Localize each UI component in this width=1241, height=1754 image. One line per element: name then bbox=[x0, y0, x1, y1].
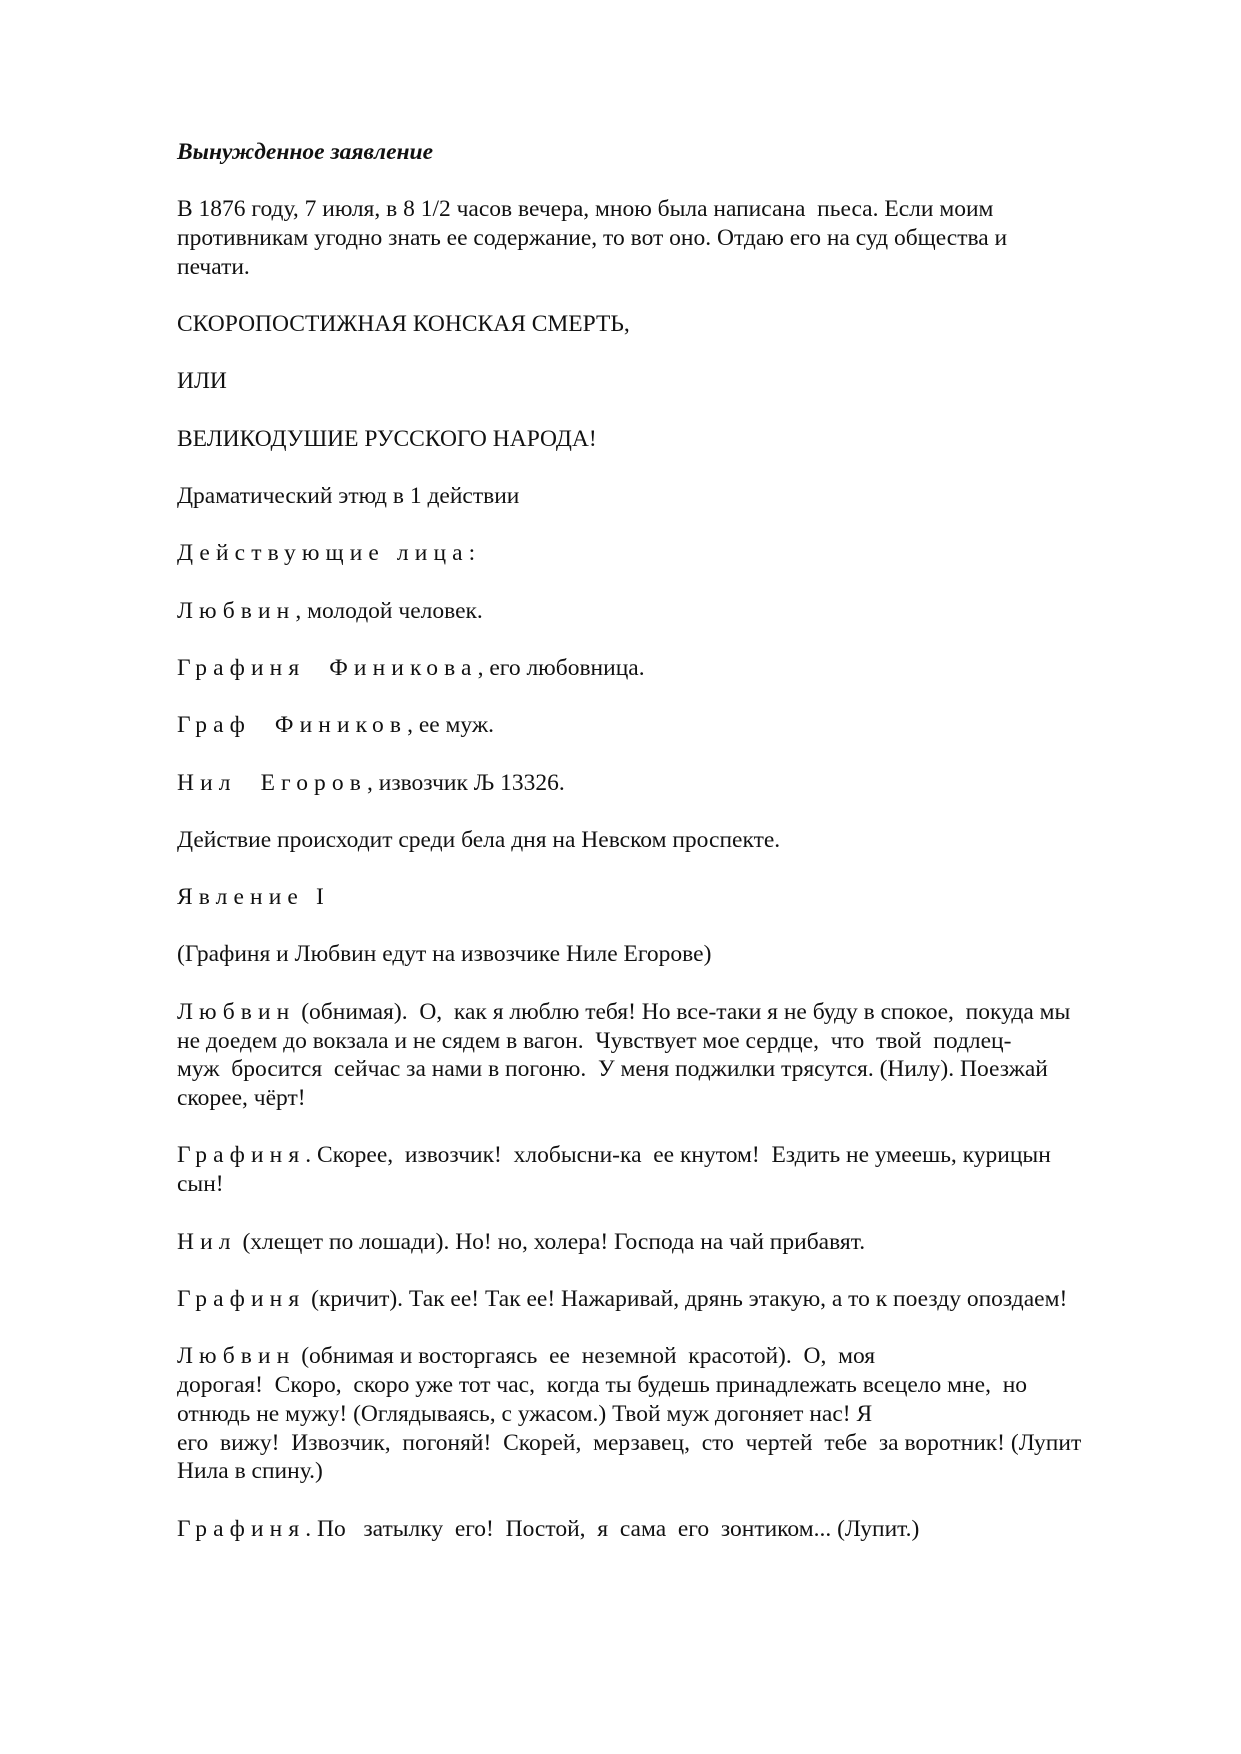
cast-desc: , молодой человек. bbox=[295, 597, 483, 624]
intro-line: В 1876 году, 7 июля, в 8 1/2 часов вечера, мною была написана пьеса. Если моим bbox=[177, 196, 994, 223]
speech-text: (обнимая). О, как я люблю тебя! Но все-таки я не буду в спокое, покуда мы bbox=[295, 998, 1071, 1025]
cast-name: Любвин bbox=[177, 597, 296, 624]
speech-text: (обнимая и восторгаясь ее неземной красотой). О, моя bbox=[295, 1343, 876, 1370]
intro-line: печати. bbox=[177, 253, 250, 280]
dialogue-line: муж бросится сейчас за нами в погоню. У меня поджилки трясутся. (Нилу). Поезжай bbox=[177, 1056, 1048, 1083]
setting-line: Действие происходит среди бела дня на Невском проспекте. bbox=[177, 826, 781, 853]
play-title-main: СКОРОПОСТИЖНАЯ КОНСКАЯ СМЕРТЬ, bbox=[177, 311, 630, 338]
scene-heading: Явление I bbox=[177, 884, 330, 911]
dialogue-line bbox=[177, 998, 1157, 1027]
speech-text: (хлещет по лошади). Но! но, холера! Господа на чай прибавят. bbox=[236, 1228, 866, 1255]
cast-name: Граф Фиников bbox=[177, 712, 408, 739]
dialogue-line bbox=[177, 1228, 1157, 1257]
play-title-or: ИЛИ bbox=[177, 368, 227, 395]
dialogue-line: скорее, чёрт! bbox=[177, 1085, 306, 1112]
speaker-name: Любвин bbox=[177, 1343, 296, 1370]
speech-text: . Скорее, извозчик! хлобысни-ка ее кнутом! Ездить не умеешь, курицын bbox=[305, 1142, 1051, 1169]
speaker-name: Графиня bbox=[177, 1515, 306, 1542]
dialogue-line bbox=[177, 1285, 1157, 1314]
play-genre: Драматический этюд в 1 действии bbox=[177, 483, 520, 510]
play-title-sub: ВЕЛИКОДУШИЕ РУССКОГО НАРОДА! bbox=[177, 425, 597, 452]
document-body bbox=[177, 138, 1157, 1543]
dialogue-line bbox=[177, 1141, 1157, 1170]
speaker-name: Графиня bbox=[177, 1142, 306, 1169]
speech-text: (кричит). Так ее! Так ее! Нажаривай, дрянь этакую, а то к поезду опоздаем! bbox=[305, 1285, 1068, 1312]
document-title: Вынужденное заявление bbox=[177, 139, 434, 165]
intro-line: противникам угодно знать ее содержание, то вот оно. Отдаю его на суд общества и bbox=[177, 225, 1008, 252]
speaker-name: Графиня bbox=[177, 1285, 306, 1312]
cast-desc: , его любовница. bbox=[477, 654, 645, 681]
cast-desc: , ее муж. bbox=[407, 712, 494, 739]
dialogue-line: дорогая! Скоро, скоро уже тот час, когда ты будешь принадлежать всецело мне, но bbox=[177, 1371, 1028, 1398]
speaker-name: Любвин bbox=[177, 998, 296, 1025]
dialogue-line bbox=[177, 1342, 1157, 1371]
cast-desc: , извозчик Љ 13326. bbox=[367, 769, 565, 796]
dialogue-line bbox=[177, 1515, 1157, 1544]
speaker-name: Нил bbox=[177, 1228, 237, 1255]
dialogue-line: его вижу! Извозчик, погоняй! Скорей, мерзавец, сто чертей тебе за воротник! (Лупит bbox=[177, 1429, 1082, 1456]
dialogue-line: сын! bbox=[177, 1171, 224, 1198]
dialogue-line: не доедем до вокзала и не сядем в вагон. Чувствует мое сердце, что твой подлец- bbox=[177, 1027, 1012, 1054]
cast-heading: Действующие лица: bbox=[177, 540, 482, 567]
speech-text: . По затылку его! Постой, я сама его зонтиком... (Лупит.) bbox=[305, 1515, 920, 1542]
cast-item bbox=[177, 769, 1157, 798]
dialogue-line: отнюдь не мужу! (Оглядываясь, с ужасом.) Твой муж догоняет нас! Я bbox=[177, 1400, 873, 1427]
cast-item bbox=[177, 654, 1157, 683]
cast-item bbox=[177, 711, 1157, 740]
cast-name: Нил Егоров bbox=[177, 769, 367, 796]
stage-direction: (Графиня и Любвин едут на извозчике Ниле Егорове) bbox=[177, 941, 712, 968]
cast-name: Графиня Финикова bbox=[177, 654, 478, 681]
dialogue-line: Нила в спину.) bbox=[177, 1458, 323, 1485]
cast-item bbox=[177, 597, 1157, 626]
